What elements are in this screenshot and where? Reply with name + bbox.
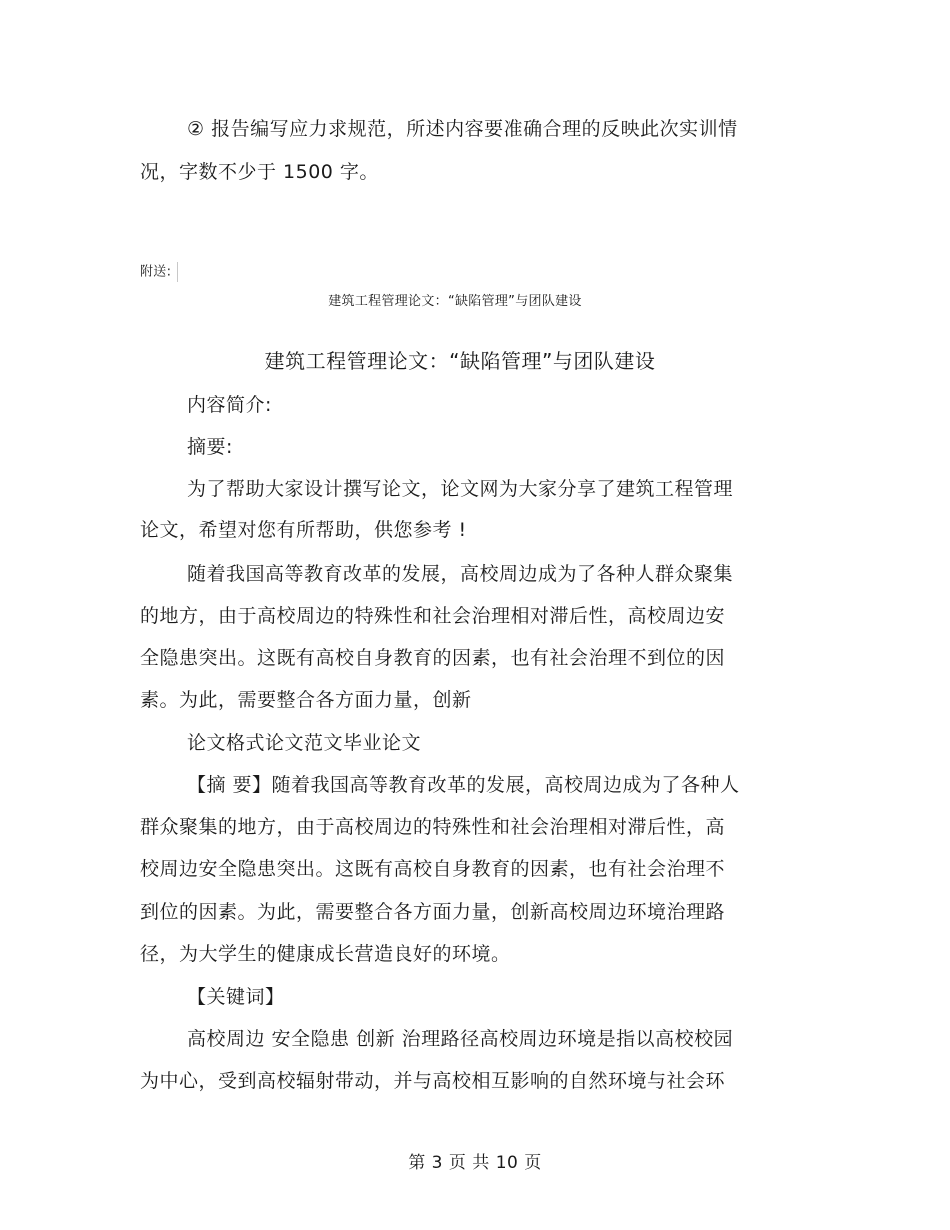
paragraph-3-line-3: 校周边安全隐患突出。这既有高校自身教育的因素，也有社会治理不 bbox=[140, 858, 726, 880]
item2-line-1: ② 报告编写应力求规范，所述内容要准确合理的反映此次实训情 bbox=[187, 118, 738, 140]
page-footer: 第 3 页 共 10 页 bbox=[408, 1153, 542, 1173]
paragraph-1-line-2: 论文，希望对您有所帮助，供您参考 ! bbox=[140, 519, 467, 541]
paragraph-3-line-5: 径，为大学生的健康成长营造良好的环境。 bbox=[140, 943, 511, 965]
divider bbox=[177, 262, 178, 282]
category-line: 论文格式论文范文毕业论文 bbox=[187, 732, 422, 754]
intro-label: 内容简介: bbox=[187, 394, 272, 416]
paragraph-4-line-1: 高校周边 安全隐患 创新 治理路径高校周边环境是指以高校校园 bbox=[187, 1028, 734, 1050]
paragraph-2-line-4: 素。为此，需要整合各方面力量，创新 bbox=[140, 689, 472, 711]
header-title: 建筑工程管理论文：“缺陷管理”与团队建设 bbox=[328, 294, 582, 309]
keywords-label: 【关键词】 bbox=[187, 986, 285, 1008]
paragraph-1-line-1: 为了帮助大家设计撰写论文，论文网为大家分享了建筑工程管理 bbox=[187, 478, 734, 500]
paragraph-2-line-2: 的地方，由于高校周边的特殊性和社会治理相对滞后性，高校周边安 bbox=[140, 605, 726, 627]
item2-line-2: 况，字数不少于 1500 字。 bbox=[140, 161, 379, 183]
article-title: 建筑工程管理论文：“缺陷管理”与团队建设 bbox=[264, 349, 656, 373]
paragraph-3-line-1: 【摘 要】随着我国高等教育改革的发展，高校周边成为了各种人 bbox=[187, 774, 740, 796]
attachment-label-text: 附送: bbox=[140, 264, 172, 280]
paragraph-3-line-4: 到位的因素。为此，需要整合各方面力量，创新高校周边环境治理路 bbox=[140, 901, 726, 923]
abstract-label: 摘要: bbox=[187, 436, 233, 458]
paragraph-4-line-2: 为中心，受到高校辐射带动，并与高校相互影响的自然环境与社会环 bbox=[140, 1070, 726, 1092]
attachment-label bbox=[140, 262, 178, 282]
paragraph-2-line-3: 全隐患突出。这既有高校自身教育的因素，也有社会治理不到位的因 bbox=[140, 647, 726, 669]
paragraph-3-line-2: 群众聚集的地方，由于高校周边的特殊性和社会治理相对滞后性，高 bbox=[140, 816, 726, 838]
paragraph-2-line-1: 随着我国高等教育改革的发展，高校周边成为了各种人群众聚集 bbox=[187, 563, 734, 585]
